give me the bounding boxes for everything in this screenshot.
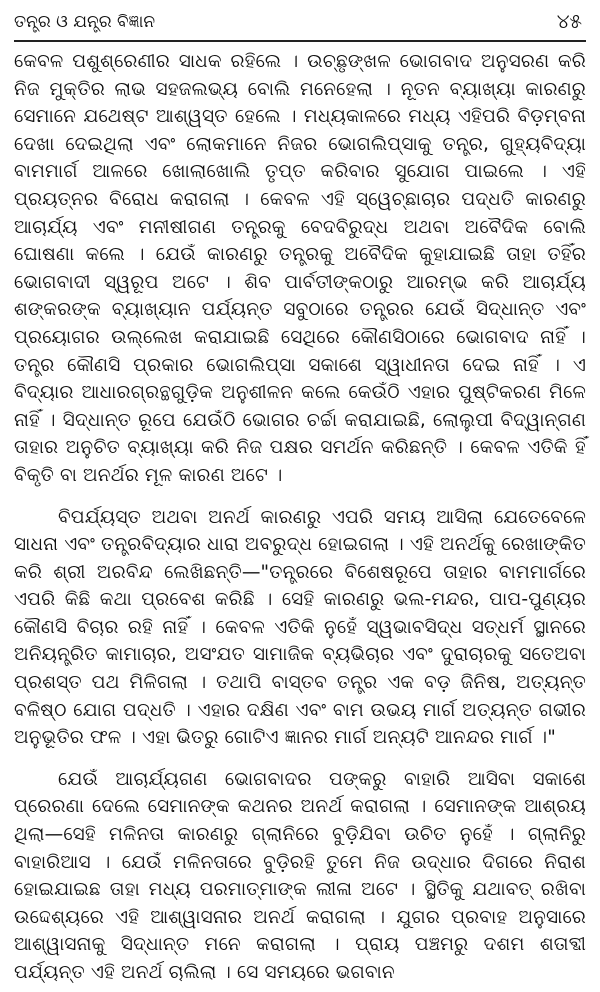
running-title: ତନ୍ତ୍ର ଓ ଯନ୍ତ୍ର ବିଜ୍ଞାନ [14, 12, 156, 32]
paragraph-3: ଯେଉଁ ଆଚାର୍ଯ୍ୟଗଣ ଭୋଗବାଦର ପଙ୍କରୁ ବାହାରି ଆସିବା ସକାଶେ ପ୍ରେରଣା ଦେଲେ ସେମାନଙ୍କ କଥନର ଅନର୍ଥ କରାଗଲା । ସେମାନଙ୍କ ଆଶ୍ରୟ ଥିଲା—ସେହି ମଳିନତା କାରଣରୁ ଗ୍ଲାନିରେ ବୁଡ଼ିଯିବା ଉଚିତ ନୁହେଁ । ଗ୍ଲାନିରୁ ବାହାରିଆସ । ଯେଉଁ ମଳିନତାରେ ବୁଡ଼ିରହି ତୁମେ ନିଜ ଉଦ୍ଧାର ଦିଗରେ ନିରାଶ ହୋଇଯାଇଛ ତାହା ମଧ୍ୟ ପରମାତ୍ମାଙ୍କ ଲୀଳା ଅଟେ । ସ୍ଥିତିକୁ ଯଥାବତ୍ ରଖିବା ଉଦ୍ଦେଶ୍ୟରେ ଏହି ଆଶ୍ୱାସନାର ଅନର୍ଥ କରାଗଲା । ଯୁଗର ପ୍ରବାହ ଅନୁସାରେ ଆଶ୍ୱାସନାକୁ ସିଦ୍ଧାନ୍ତ ମନେ କରାଗଲା । ପ୍ରାୟ ପଞ୍ଚମରୁ ଦଶମ ଶତାବ୍ଦୀ ପର୍ଯ୍ୟନ୍ତ ଏହି ଅନର୍ଥ ଚାଲିଲା । ସେ ସମୟରେ ଭଗବାନ [14, 768, 586, 983]
header-rule [14, 40, 586, 42]
page-number: ୪୫ [556, 9, 582, 33]
page-header [14, 6, 586, 40]
paragraph-1: କେବଳ ପଶୁଶ୍ରେଣୀର ସାଧକ ରହିଲେ । ଉଚ୍ଛୃଙ୍ଖଳ ଭୋଗବାଦ ଅନୁସରଣ କରି ନିଜ ମୁକ୍ତିର ଲାଭ ସହଜଲଭ୍ୟ ବୋଲି ମନେହେଲା । ନୂତନ ବ୍ୟାଖ୍ୟା କାରଣରୁ ସେମାନେ ଯଥେଷ୍ଟ ଆଶ୍ୱସ୍ତ ହେଲେ । ମଧ୍ୟକାଳରେ ମଧ୍ୟ ଏହିପରି ବିଡ଼ମ୍ବନା ଦେଖା ଦେଇଥିଲା ଏବଂ ଲୋକମାନେ ନିଜର ଭୋଗଲିପ୍ସାକୁ ତନ୍ତ୍ର, ଗୁହ୍ୟବିଦ୍ୟା ବାମମାର୍ଗ ଆଳରେ ଖୋଲାଖୋଲି ତୃପ୍ତ କରିବାର ସୁଯୋଗ ପାଇଲେ । ଏହି ପ୍ରୟତ୍ନର ବିରୋଧ କରାଗଲା । କେବଳ ଏହି ସ୍ୱେଚ୍ଛାଚାର ପଦ୍ଧତି କାରଣରୁ ଆଚାର୍ଯ୍ୟ ଏବଂ ମନୀଷୀଗଣ ତନ୍ତ୍ରକୁ ବେଦବିରୁଦ୍ଧ ଅଥବା ଅବୈଦିକ ବୋଲି ଘୋଷଣା କଲେ । ଯେଉଁ କାରଣରୁ ତନ୍ତ୍ରକୁ ଅବୈଦିକ କୁହାଯାଇଛି ତାହା ତହିଁର ଭୋଗବାଦୀ ସ୍ୱରୂପ ଅଟେ । ଶିବ ପାର୍ବତୀଙ୍କଠାରୁ ଆରମ୍ଭ କରି ଆଚାର୍ଯ୍ୟ ଶଙ୍କରଙ୍କ ବ୍ୟାଖ୍ୟାନ ପର୍ଯ୍ୟନ୍ତ ସବୁଠାରେ ତନ୍ତ୍ରର ଯେଉଁ ସିଦ୍ଧାନ୍ତ ଏବଂ ପ୍ରୟୋଗର ଉଲ୍ଲେଖ କରାଯାଇଛି ସେଥିରେ କୌଣସିଠାରେ ଭୋଗବାଦ ନାହିଁ । ତନ୍ତ୍ର କୌଣସି ପ୍ରକାର ଭୋଗଲିପ୍ସା ସକାଶେ ସ୍ୱାଧୀନତା ଦେଇ ନାହିଁ । ଏ ବିଦ୍ୟାର ଆଧାରଗ୍ରନ୍ଥଗୁଡ଼ିକ ଅନୁଶୀଳନ କଲେ କେଉଁଠି ଏହାର ପୁଷ୍ଟିକରଣ ମିଳେ ନାହିଁ । ସିଦ୍ଧାନ୍ତ ରୂପେ ଯେଉଁଠି ଭୋଗର ଚର୍ଚ୍ଚା କରାଯାଇଛି, ଲୋଲୁପୀ ବିଦ୍ୱାନ୍‌ଗଣ ତାହାର ଅନୁଚିତ ବ୍ୟାଖ୍ୟା କରି ନିଜ ପକ୍ଷର ସମର୍ଥନ କରିଛନ୍ତି । କେବଳ ଏତିକି ହିଁ ବିକୃତି ବା ଅନର୍ଥର ମୂଳ କାରଣ ଅଟେ । [14, 51, 586, 486]
body-text [14, 48, 586, 987]
paragraph-2: ବିପର୍ଯ୍ୟସ୍ତ ଅଥବା ଅନର୍ଥ କାରଣରୁ ଏପରି ସମୟ ଆସିଲା ଯେତେବେଳେ ସାଧନା ଏବଂ ତନ୍ତ୍ରବିଦ୍ୟାର ଧାରା ଅବରୁଦ୍ଧ ହୋଇଗଲା । ଏହି ଅନର୍ଥକୁ ରେଖାଙ୍କିତ କରି ଶ୍ରୀ ଅରବିନ୍ଦ ଲେଖିଛନ୍ତି—"ତନ୍ତ୍ରରେ ବିଶେଷରୂପେ ତାହାର ବାମମାର୍ଗରେ ଏପରି କିଛି କଥା ପ୍ରବେଶ କରିଛି । ସେହି କାରଣରୁ ଭଲ-ମନ୍ଦର, ପାପ-ପୁଣ୍ୟର କୌଣସି ବିଚାର ରହି ନାହିଁ । କେବଳ ଏତିକି ନୁହେଁ ସ୍ୱଭାବସିଦ୍ଧ ସତ୍‌ଧର୍ମ ସ୍ଥାନରେ ଅନିୟନ୍ତ୍ରିତ କାମାଚାର, ଅସଂଯତ ସାମାଜିକ ବ୍ୟଭିଚାର ଏବଂ ଦୁରାଚାରକୁ ସତେଅବା ପ୍ରଶସ୍ତ ପଥ ମିଳିଗଲା । ତଥାପି ବାସ୍ତବ ତନ୍ତ୍ର ଏକ ବଡ଼ ଜିନିଷ, ଅତ୍ୟନ୍ତ ବଳିଷ୍ଠ ଯୋଗ ପଦ୍ଧତି । ଏହାର ଦକ୍ଷିଣ ଏବଂ ବାମ ଉଭୟ ମାର୍ଗ ଅତ୍ୟନ୍ତ ଗଭୀର ଅନୁଭୂତିର ଫଳ । ଏହା ଭିତରୁ ଗୋଟିଏ ଜ୍ଞାନର ମାର୍ଗ ଅନ୍ୟଟି ଆନନ୍ଦର ମାର୍ଗ ।" [14, 506, 586, 749]
